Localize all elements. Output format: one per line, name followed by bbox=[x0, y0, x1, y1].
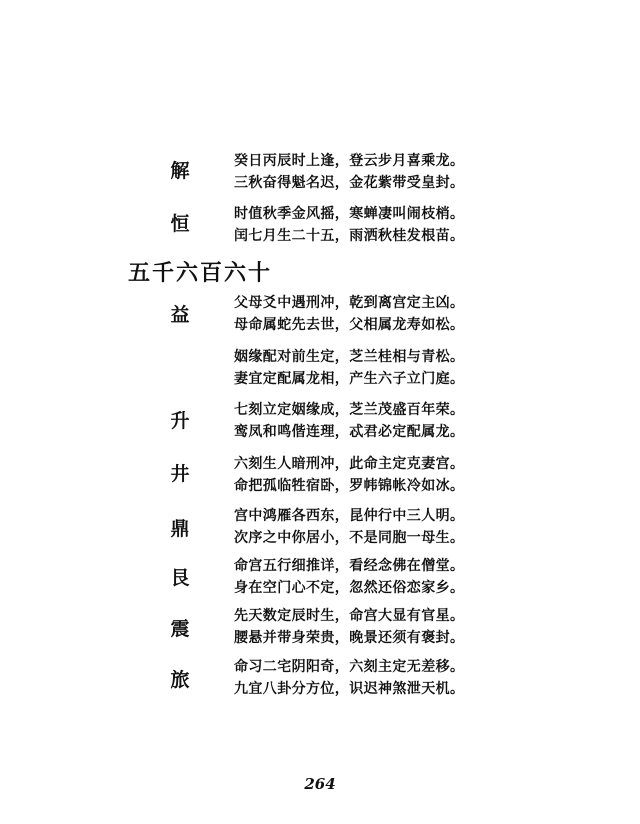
hexagram-label: 恒 bbox=[170, 213, 190, 235]
hexagram-label: 井 bbox=[170, 463, 190, 485]
verse-line-2: 母命属蛇先去世，父相属龙寿如松。 bbox=[234, 317, 465, 333]
verse-entry bbox=[0, 401, 640, 445]
hexagram-label: 旅 bbox=[170, 669, 190, 691]
verse-line-2: 次序之中你居小，不是同胞一母生。 bbox=[234, 530, 465, 546]
verse-line-2: 鸾凤和鸣偕连理，忒君必定配属龙。 bbox=[234, 424, 465, 440]
verse-line-2: 三秋奋得魁名迟，金花紫带受皇封。 bbox=[234, 175, 465, 191]
verse-line-1: 先天数定辰时生，命宫大显有官星。 bbox=[234, 608, 465, 624]
verse-line-1: 父母爻中遇刑冲，乾到离宫定主凶。 bbox=[234, 295, 465, 311]
section-title: 五千六百六十 bbox=[128, 260, 273, 286]
hexagram-label: 益 bbox=[170, 304, 190, 326]
verse-line-1: 六刻生人暗刑冲，此命主定克妻宫。 bbox=[234, 456, 465, 472]
verse-entry bbox=[0, 348, 640, 392]
verse-line-1: 时值秋季金风摇，寒蝉凄叫闹枝梢。 bbox=[234, 206, 465, 222]
hexagram-label: 震 bbox=[170, 618, 190, 640]
hexagram-label: 鼎 bbox=[170, 518, 190, 540]
verse-entry bbox=[0, 607, 640, 651]
verse-line-2: 身在空门心不定，忽然还俗恋家乡。 bbox=[234, 580, 465, 596]
verse-line-2: 腰悬并带身荣贵，晚景还须有褒封。 bbox=[234, 630, 465, 646]
hexagram-label: 升 bbox=[170, 410, 190, 432]
verse-entry bbox=[0, 455, 640, 499]
verse-line-1: 命宫五行细推详，看经念佛在僧堂。 bbox=[234, 558, 465, 574]
verse-entry bbox=[0, 507, 640, 551]
verse-line-1: 命习二宅阴阳奇，六刻主定无差移。 bbox=[234, 659, 465, 675]
verse-line-1: 七刻立定姻缘成，芝兰茂盛百年荣。 bbox=[234, 402, 465, 418]
verse-entry bbox=[0, 658, 640, 702]
verse-line-1: 姻缘配对前生定，芝兰桂相与青松。 bbox=[234, 349, 465, 365]
verse-entry bbox=[0, 152, 640, 196]
verse-entry bbox=[0, 557, 640, 601]
page-number: 264 bbox=[304, 775, 336, 793]
verse-line-2: 命把孤临牲宿卧，罗帏锦帐冷如冰。 bbox=[234, 478, 465, 494]
verse-line-1: 癸日丙辰时上逢，登云步月喜乘龙。 bbox=[234, 153, 465, 169]
hexagram-label: 艮 bbox=[170, 567, 190, 589]
verse-line-2: 九宜八卦分方位，识迟神煞泄天机。 bbox=[234, 681, 465, 697]
hexagram-label: 解 bbox=[170, 160, 190, 182]
verse-line-1: 宫中鸿雁各西东，昆仲行中三人明。 bbox=[234, 508, 465, 524]
verse-line-2: 妻宜定配属龙相，产生六子立门庭。 bbox=[234, 371, 465, 387]
verse-entry bbox=[0, 205, 640, 249]
verse-entry bbox=[0, 294, 640, 338]
verse-line-2: 闰七月生二十五，雨洒秋桂发根苗。 bbox=[234, 228, 465, 244]
